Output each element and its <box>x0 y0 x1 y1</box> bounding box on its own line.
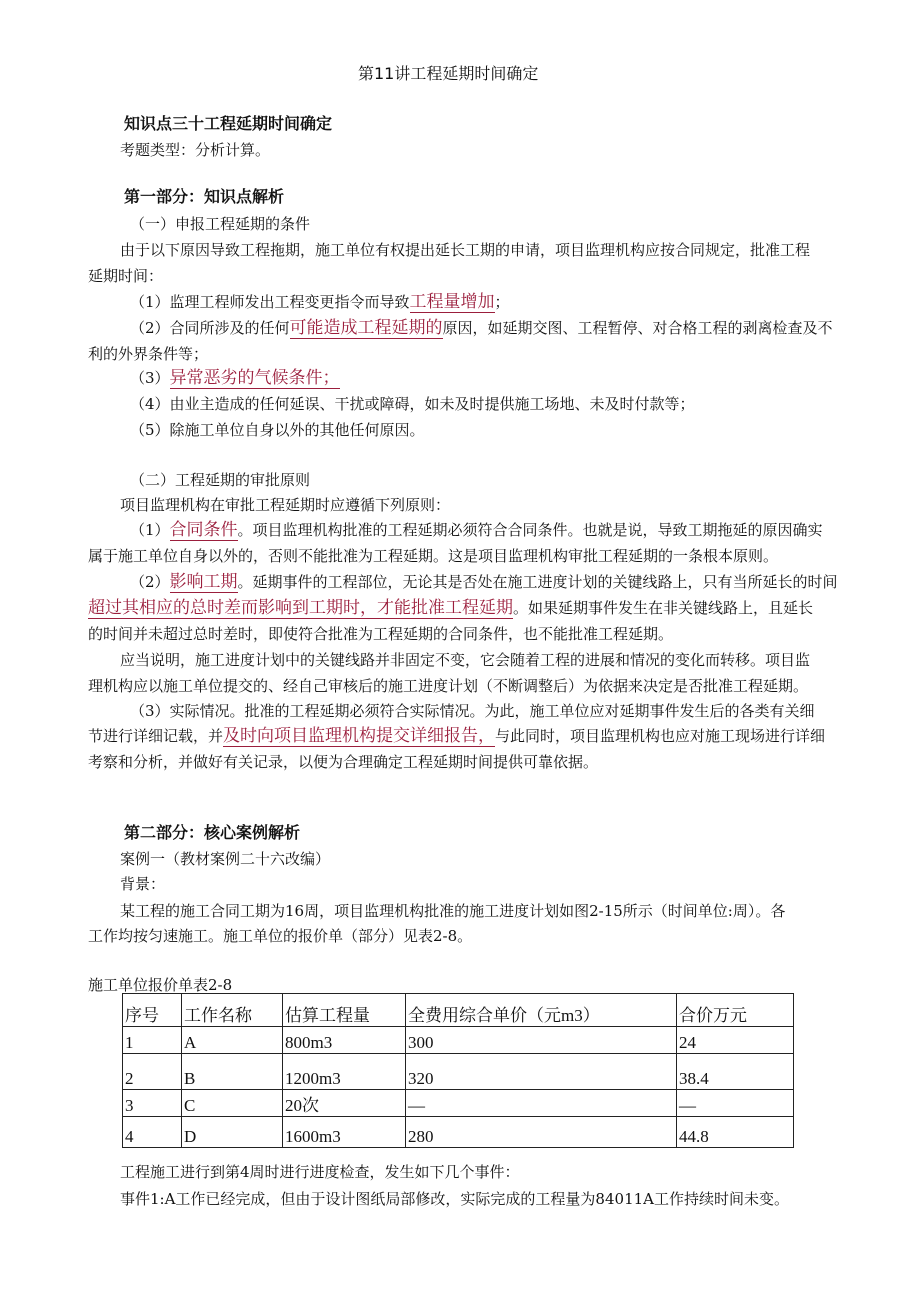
text: ； <box>494 293 510 311</box>
paragraph: 工作均按匀速施工。施工单位的报价单（部分）见表2-8。 <box>88 927 473 945</box>
case-title: 案例一（教材案例二十六改编） <box>120 850 331 868</box>
paragraph: 的时间并未超过总时差时，即使符合批准为工程延期的合同条件，也不能批准工程延期。 <box>88 625 674 643</box>
part2-heading: 第二部分：核心案例解析 <box>124 823 301 842</box>
table-cell: 300 <box>406 1027 677 1054</box>
list-item: （5）除施工单位自身以外的其他任何原因。 <box>130 421 425 439</box>
table-cell: 44.8 <box>677 1117 794 1148</box>
table-cell: C <box>182 1090 283 1117</box>
price-table <box>122 993 794 1148</box>
header-cell: 全费用综合单价（元m3） <box>406 994 677 1027</box>
table-cell: 1600m3 <box>283 1117 406 1148</box>
table-row <box>123 1117 794 1148</box>
table-row <box>123 1054 794 1090</box>
paragraph <box>130 572 838 592</box>
paragraph: 由于以下原因导致工程拖期，施工单位有权提出延长工期的申请，项目监理机构应按合同规定，批准工程 <box>120 241 811 259</box>
text: 节进行详细记载，并 <box>88 727 224 745</box>
paragraph: 项目监理机构在审批工程延期时应遵循下列原则： <box>120 496 451 514</box>
table-cell: 1 <box>123 1027 182 1054</box>
text: 原因，如延期交图、工程暂停、对合格工程的剥离检查及不 <box>442 319 833 337</box>
table-row <box>123 1027 794 1054</box>
table-cell: D <box>182 1117 283 1148</box>
header-cell: 工作名称 <box>182 994 283 1027</box>
table-cell: 38.4 <box>677 1054 794 1090</box>
paragraph: 某工程的施工合同工期为16周，项目监理机构批准的施工进度计划如图2-15所示（时间单位:周）。各 <box>120 902 786 920</box>
text: （3） <box>130 369 170 387</box>
text: （2）合同所涉及的任何 <box>130 319 290 337</box>
text: 与此同时，项目监理机构也应对施工现场进行详细 <box>495 727 826 745</box>
table-cell: B <box>182 1054 283 1090</box>
header-cell: 序号 <box>123 994 182 1027</box>
table-cell: — <box>406 1090 677 1117</box>
paragraph: 延期时间： <box>88 267 164 285</box>
text: （2） <box>130 573 170 591</box>
table-cell: — <box>677 1090 794 1117</box>
paragraph <box>88 598 813 618</box>
list-item: （4）由业主造成的任何延误、干扰或障碍，如未及时提供施工场地、未及时付款等； <box>130 395 695 413</box>
table-cell: 3 <box>123 1090 182 1117</box>
text: 。如果延期事件发生在非关键线路上，且延长 <box>513 599 814 617</box>
paragraph: 工程施工进行到第4周时进行进度检查，发生如下几个事件： <box>120 1163 520 1181</box>
header-cell: 合价万元 <box>677 994 794 1027</box>
exam-type: 考题类型：分析计算。 <box>120 141 271 159</box>
table-cell: 320 <box>406 1054 677 1090</box>
text: 。项目监理机构批准的工程延期必须符合合同条件。也就是说，导致工期拖延的原因确实 <box>237 521 823 539</box>
list-item <box>130 318 833 338</box>
highlight: 异常恶劣的气候条件； <box>169 368 340 388</box>
paragraph: 理机构应以施工单位提交的、经自己审核后的施工进度计划（不断调整后）为依据来决定是否批准工程延期。 <box>88 677 809 695</box>
text: （1）监理工程师发出工程变更指令而导致 <box>130 293 410 311</box>
page-title: 第11讲工程延期时间确定 <box>358 64 539 83</box>
paragraph: 利的外界条件等； <box>88 345 209 363</box>
table-caption: 施工单位报价单表2-8 <box>88 976 233 994</box>
paragraph: 应当说明，施工进度计划中的关键线路并非固定不变，它会随着工程的进展和情况的变化而转移。项目监 <box>120 651 811 669</box>
sec2-heading: （二）工程延期的审批原则 <box>130 471 311 489</box>
paragraph: 考察和分析，并做好有关记录，以便为合理确定工程延期时间提供可靠依据。 <box>88 753 599 771</box>
text: 。延期事件的工程部位，无论其是否处在施工进度计划的关键线路上，只有当所延长的时间 <box>237 573 838 591</box>
table-cell: 2 <box>123 1054 182 1090</box>
highlight: 影响工期 <box>169 572 238 592</box>
header-cell: 估算工程量 <box>283 994 406 1027</box>
highlight: 工程量增加 <box>409 292 495 312</box>
paragraph <box>88 726 825 746</box>
background-label: 背景： <box>120 875 166 893</box>
highlight: 可能造成工程延期的 <box>289 318 443 338</box>
table-cell: 4 <box>123 1117 182 1148</box>
text: （1） <box>130 521 170 539</box>
table-cell: 800m3 <box>283 1027 406 1054</box>
table-row <box>123 1090 794 1117</box>
list-item <box>130 292 510 312</box>
paragraph: 事件1:A工作已经完成，但由于设计图纸局部修改，实际完成的工程量为84011A工作持续时间未变。 <box>120 1190 789 1208</box>
paragraph: （3）实际情况。批准的工程延期必须符合实际情况。为此，施工单位应对延期事件发生后的各类有关细 <box>130 702 815 720</box>
table-cell: 20次 <box>283 1090 406 1117</box>
part1-heading: 第一部分：知识点解析 <box>124 187 285 206</box>
table-cell: 280 <box>406 1117 677 1148</box>
paragraph <box>130 520 823 540</box>
table-cell: 1200m3 <box>283 1054 406 1090</box>
highlight: 及时向项目监理机构提交详细报告， <box>223 726 496 746</box>
highlight: 合同条件 <box>169 520 238 540</box>
knowledge-point-heading: 知识点三十工程延期时间确定 <box>124 114 333 133</box>
table-cell: 24 <box>677 1027 794 1054</box>
list-item <box>130 368 340 388</box>
highlight: 超过其相应的总时差而影响到工期时，才能批准工程延期 <box>88 598 513 618</box>
table-cell: A <box>182 1027 283 1054</box>
sec1-heading: （一）申报工程延期的条件 <box>130 215 311 233</box>
table-header-row <box>123 994 794 1027</box>
paragraph: 属于施工单位自身以外的，否则不能批准为工程延期。这是项目监理机构审批工程延期的一条根本原则。 <box>88 547 779 565</box>
